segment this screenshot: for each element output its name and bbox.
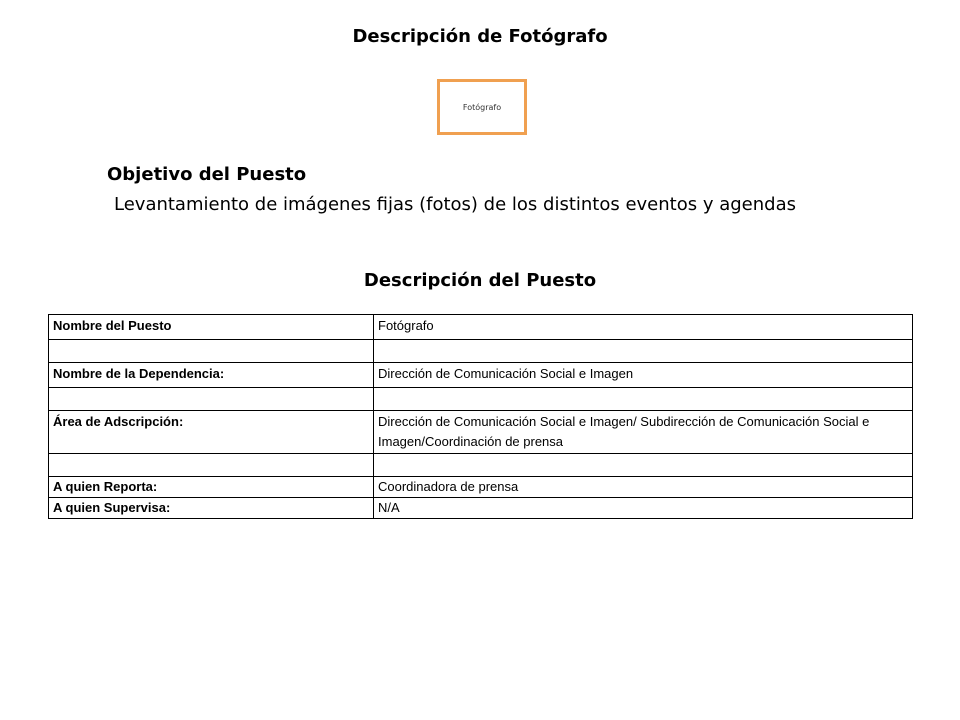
org-chart-box bbox=[437, 79, 527, 135]
table-row bbox=[49, 388, 913, 411]
table-row bbox=[49, 498, 913, 519]
row-value: Dirección de Comunicación Social e Imagen bbox=[374, 363, 913, 388]
row-value: Coordinadora de prensa bbox=[374, 477, 913, 498]
objective-heading: Objetivo del Puesto bbox=[107, 164, 307, 185]
row-label bbox=[49, 388, 374, 411]
table-row bbox=[49, 315, 913, 340]
table-row bbox=[49, 340, 913, 363]
job-description-table bbox=[48, 314, 913, 519]
objective-text: Levantamiento de imágenes fijas (fotos) de los distintos eventos y agendas bbox=[114, 194, 796, 215]
row-value: N/A bbox=[374, 498, 913, 519]
row-label: Área de Adscripción: bbox=[49, 411, 374, 454]
row-label: A quien Supervisa: bbox=[49, 498, 374, 519]
row-value bbox=[374, 340, 913, 363]
table-row bbox=[49, 454, 913, 477]
row-label: A quien Reporta: bbox=[49, 477, 374, 498]
table-row bbox=[49, 411, 913, 454]
row-value bbox=[374, 388, 913, 411]
row-value bbox=[374, 454, 913, 477]
table-row bbox=[49, 477, 913, 498]
table-row bbox=[49, 363, 913, 388]
row-label bbox=[49, 454, 374, 477]
description-heading: Descripción del Puesto bbox=[363, 270, 597, 291]
row-value: Fotógrafo bbox=[374, 315, 913, 340]
page-title: Descripción de Fotógrafo bbox=[352, 26, 608, 47]
row-value: Dirección de Comunicación Social e Imagen/ Subdirección de Comunicación Social e Imagen/Coordinación de prensa bbox=[374, 411, 913, 454]
row-label: Nombre del Puesto bbox=[49, 315, 374, 340]
org-chart-box-label: Fotógrafo bbox=[462, 102, 502, 112]
row-label bbox=[49, 340, 374, 363]
row-label: Nombre de la Dependencia: bbox=[49, 363, 374, 388]
